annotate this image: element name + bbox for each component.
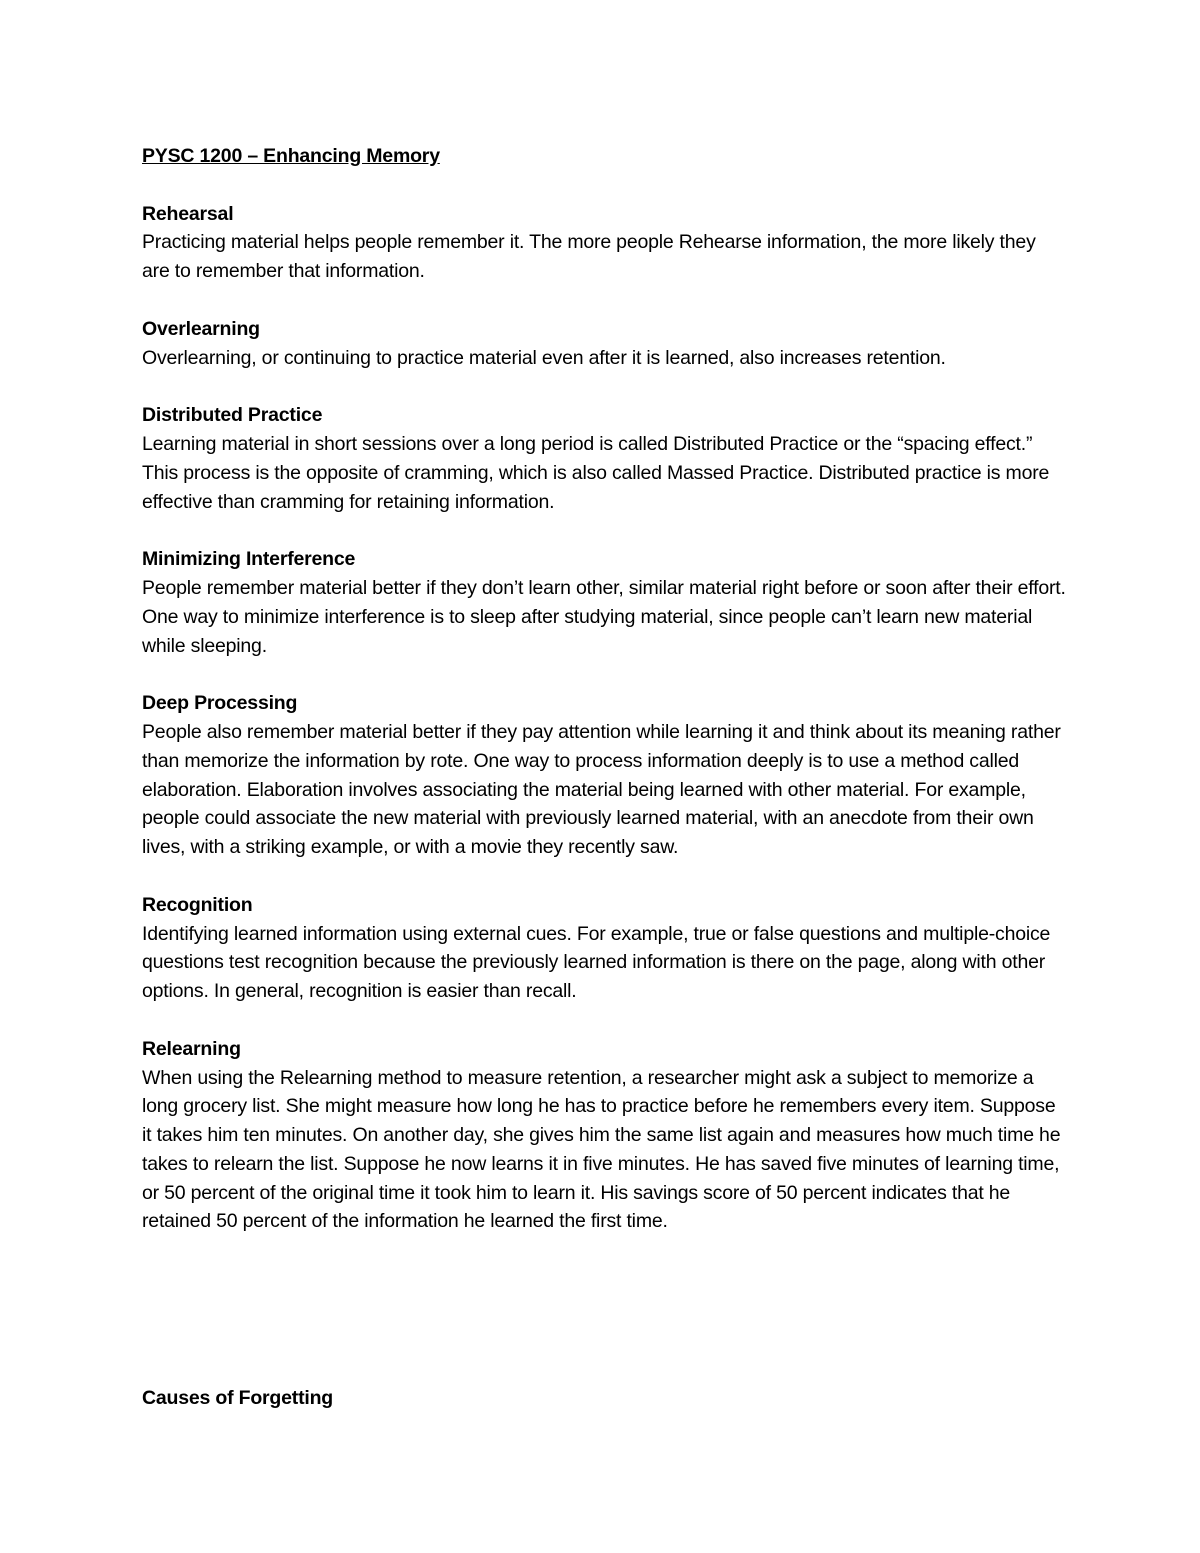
section-minimizing-interference — [142, 545, 1067, 660]
section-body: People also remember material better if they pay attention while learning it and think about its meaning rather than memorize the information by rote. One way to process information deeply is to use a method called elaboration. Elaboration involves associating the material being learned with other material. For example, people could associate the new material with previously learned material, with an anecdote from their own lives, with a striking example, or with a movie they recently saw. — [142, 720, 1061, 859]
section-overlearning — [142, 315, 1067, 373]
section-body: Identifying learned information using external cues. For example, true or false questions and multiple-choice questions test recognition because the previously learned information is there on the page, along with other options. In general, recognition is easier than recall. — [142, 922, 1051, 1003]
section-recognition — [142, 891, 1067, 1006]
section-body: People remember material better if they don’t learn other, similar material right before or soon after their effort. One way to minimize interference is to sleep after studying material, since people can’t learn new material while sleeping. — [142, 576, 1066, 657]
section-body: Learning material in short sessions over a long period is called Distributed Practice or the “spacing effect.” This process is the opposite of cramming, which is also called Massed Practice. Distributed practice is more effective than cramming for retaining information. — [142, 432, 1050, 513]
section-body: Overlearning, or continuing to practice material even after it is learned, also increases retention. — [142, 346, 946, 369]
document-page — [142, 142, 1067, 1265]
section-deep-processing — [142, 689, 1067, 862]
section-heading: Minimizing Interference — [142, 548, 356, 571]
section-body: When using the Relearning method to measure retention, a researcher might ask a subject to memorize a long grocery list. She might measure how long he has to practice before he remembers every item. Suppose it takes him ten minutes. On another day, she gives him the same list again and measures how much time he takes to relearn the list. Suppose he now learns it in five minutes. He has saved five minutes of learning time, or 50 percent of the original time it took him to learn it. His savings score of 50 percent indicates that he retained 50 percent of the information he learned the first time. — [142, 1066, 1061, 1233]
document-title: PYSC 1200 – Enhancing Memory — [142, 145, 440, 167]
section-rehearsal — [142, 200, 1067, 286]
section-heading: Rehearsal — [142, 202, 234, 225]
section-heading: Deep Processing — [142, 692, 298, 715]
section-relearning — [142, 1035, 1067, 1237]
section-heading: Recognition — [142, 893, 253, 916]
section-heading: Distributed Practice — [142, 404, 323, 427]
section-heading: Overlearning — [142, 317, 260, 340]
causes-of-forgetting-heading: Causes of Forgetting — [142, 1387, 334, 1409]
section-body: Practicing material helps people remember it. The more people Rehearse information, the more likely they are to remember that information. — [142, 231, 1036, 283]
section-heading: Relearning — [142, 1037, 241, 1060]
section-distributed-practice — [142, 401, 1067, 516]
